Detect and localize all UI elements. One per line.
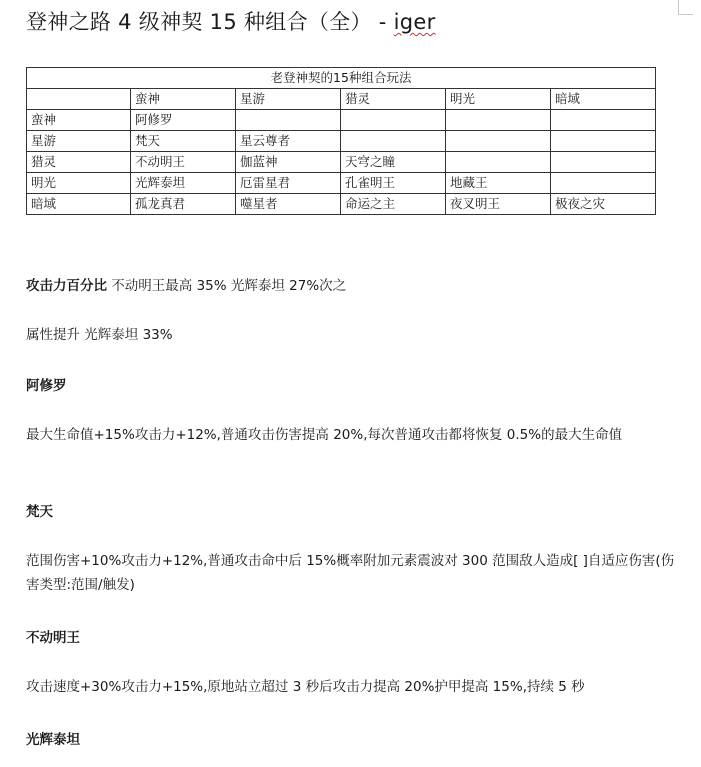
row-header: 明光 — [27, 173, 131, 194]
table-corner-cell — [27, 89, 131, 110]
section-heading: 梵天 — [26, 504, 53, 520]
table-cell: 光辉泰坦 — [131, 173, 236, 194]
page-corner-mark — [678, 0, 693, 15]
column-header: 星游 — [236, 89, 341, 110]
table-cell: 厄雷星君 — [236, 173, 341, 194]
table-row — [27, 194, 656, 215]
section-description: 最大生命值+15%攻击力+12%,普通攻击伤害提高 20%,每次普通攻击都将恢复 0.5%的最大生命值 — [26, 427, 623, 443]
column-header: 猎灵 — [341, 89, 446, 110]
section-heading: 不动明王 — [26, 630, 80, 646]
table-row — [27, 152, 656, 173]
table-row — [27, 131, 656, 152]
row-header: 猎灵 — [27, 152, 131, 173]
table-cell — [446, 152, 551, 173]
table-row — [27, 173, 656, 194]
table-cell: 伽蓝神 — [236, 152, 341, 173]
table-cell: 孔雀明王 — [341, 173, 446, 194]
table-cell: 梵天 — [131, 131, 236, 152]
table-cell — [551, 131, 656, 152]
column-header: 明光 — [446, 89, 551, 110]
document-title — [26, 6, 436, 36]
table-cell — [236, 110, 341, 131]
table-cell — [341, 131, 446, 152]
attribute-boost-line: 属性提升 光辉泰坦 33% — [26, 327, 173, 343]
table-cell: 地藏王 — [446, 173, 551, 194]
attack-percent-text: 不动明王最高 35% 光辉泰坦 27%次之 — [107, 278, 347, 294]
column-header: 蛮神 — [131, 89, 236, 110]
table-cell: 命运之主 — [341, 194, 446, 215]
section-heading: 光辉泰坦 — [26, 732, 80, 748]
title-main: 登神之路 4 级神契 15 种组合（全） - — [26, 10, 394, 34]
row-header: 星游 — [27, 131, 131, 152]
attack-percent-label: 攻击力百分比 — [26, 278, 107, 294]
table-cell: 孤龙真君 — [131, 194, 236, 215]
row-header: 蛮神 — [27, 110, 131, 131]
table-caption-row — [27, 68, 656, 89]
table-cell — [446, 131, 551, 152]
table-cell — [551, 173, 656, 194]
table-cell — [551, 110, 656, 131]
table-cell — [446, 110, 551, 131]
column-header: 暗域 — [551, 89, 656, 110]
row-header: 暗域 — [27, 194, 131, 215]
table-cell: 噬星者 — [236, 194, 341, 215]
table-cell: 阿修罗 — [131, 110, 236, 131]
table-cell: 夜叉明王 — [446, 194, 551, 215]
table-cell: 极夜之灾 — [551, 194, 656, 215]
table-cell: 星云尊者 — [236, 131, 341, 152]
title-author: iger — [393, 10, 436, 34]
table-cell: 不动明王 — [131, 152, 236, 173]
table-row — [27, 110, 656, 131]
section-heading: 阿修罗 — [26, 378, 67, 394]
attack-percent-line — [26, 274, 346, 294]
table-cell — [551, 152, 656, 173]
section-description: 范围伤害+10%攻击力+12%,普通攻击命中后 15%概率附加元素震波对 300 范围敌人造成[ ]自适应伤害(伤害类型:范围/触发) — [26, 553, 675, 593]
table-header-row — [27, 89, 656, 110]
combination-table — [26, 67, 656, 215]
table-cell — [341, 110, 446, 131]
section-description: 攻击速度+30%攻击力+15%,原地站立超过 3 秒后攻击力提高 20%护甲提高 15%,持续 5 秒 — [26, 679, 585, 695]
table-caption: 老登神契的15种组合玩法 — [27, 68, 656, 89]
table-cell: 天穹之瞳 — [341, 152, 446, 173]
